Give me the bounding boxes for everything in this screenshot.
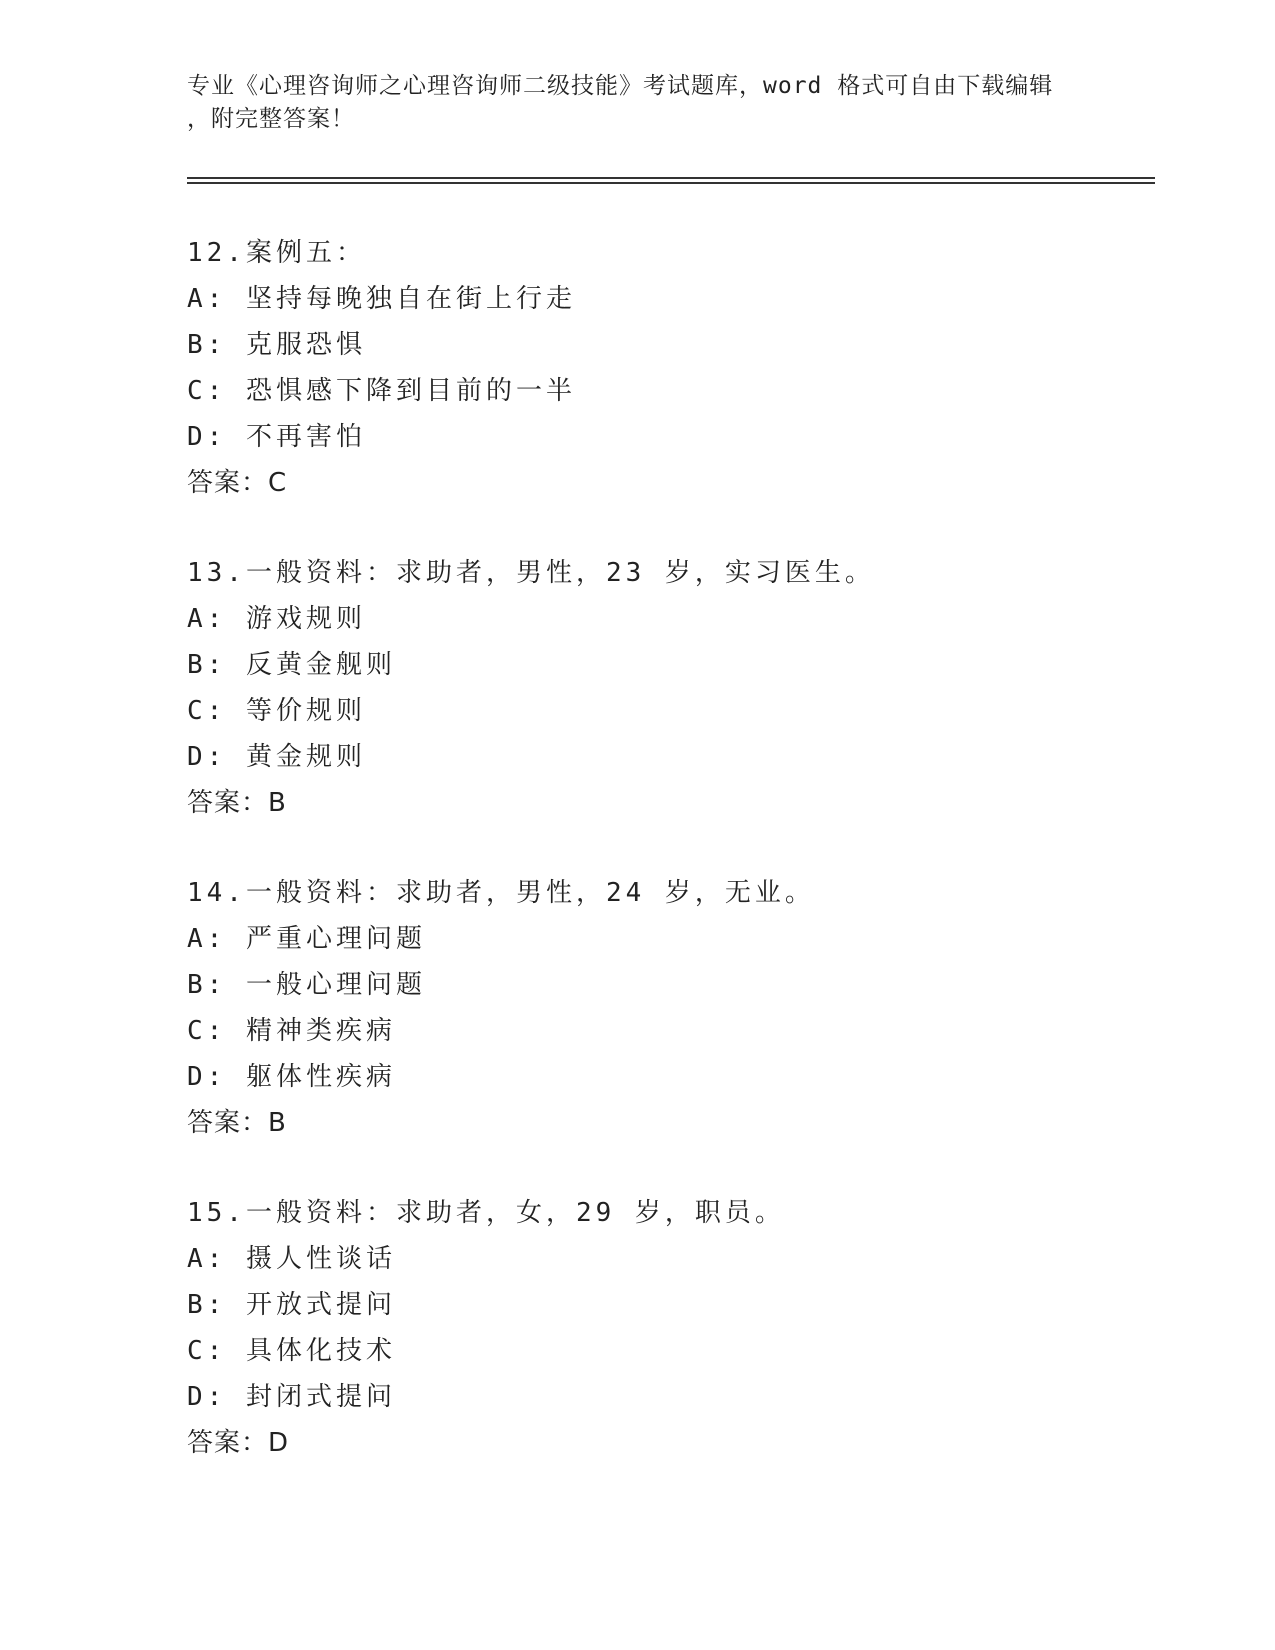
answer-line: 答案：B <box>187 1108 287 1138</box>
option-b: B: 开放式提问 <box>187 1290 396 1320</box>
question-stem: 12.案例五： <box>187 238 366 268</box>
option-d: D: 不再害怕 <box>187 422 366 452</box>
option-c: C: 等价规则 <box>187 696 366 726</box>
answer-line: 答案：B <box>187 788 287 818</box>
option-a: A: 坚持每晚独自在街上行走 <box>187 284 576 314</box>
option-b: B: 反黄金舰则 <box>187 650 396 680</box>
question-14 <box>187 870 1087 1146</box>
option-c: C: 具体化技术 <box>187 1336 396 1366</box>
question-15 <box>187 1190 1087 1466</box>
document-header <box>187 70 1087 136</box>
option-d: D: 黄金规则 <box>187 742 366 772</box>
question-stem: 15.一般资料：求助者，女，29 岁，职员。 <box>187 1198 785 1228</box>
question-12 <box>187 230 1087 506</box>
header-line-2: ，附完整答案！ <box>187 106 355 132</box>
option-a: A: 严重心理问题 <box>187 924 426 954</box>
option-d: D: 封闭式提问 <box>187 1382 396 1412</box>
header-divider-top <box>187 177 1155 179</box>
header-line-1: 专业《心理咨询师之心理咨询师二级技能》考试题库，word 格式可自由下载编辑 <box>187 73 1054 99</box>
question-13 <box>187 550 1087 826</box>
option-a: A: 摄人性谈话 <box>187 1244 396 1274</box>
answer-line: 答案：D <box>187 1428 290 1458</box>
option-b: B: 克服恐惧 <box>187 330 366 360</box>
header-divider-bottom <box>187 182 1155 184</box>
question-stem: 14.一般资料：求助者，男性，24 岁，无业。 <box>187 878 815 908</box>
option-d: D: 躯体性疾病 <box>187 1062 396 1092</box>
option-c: C: 恐惧感下降到目前的一半 <box>187 376 576 406</box>
option-b: B: 一般心理问题 <box>187 970 426 1000</box>
option-a: A: 游戏规则 <box>187 604 366 634</box>
answer-line: 答案：C <box>187 468 288 498</box>
option-c: C: 精神类疾病 <box>187 1016 396 1046</box>
question-stem: 13.一般资料：求助者，男性，23 岁，实习医生。 <box>187 558 875 588</box>
